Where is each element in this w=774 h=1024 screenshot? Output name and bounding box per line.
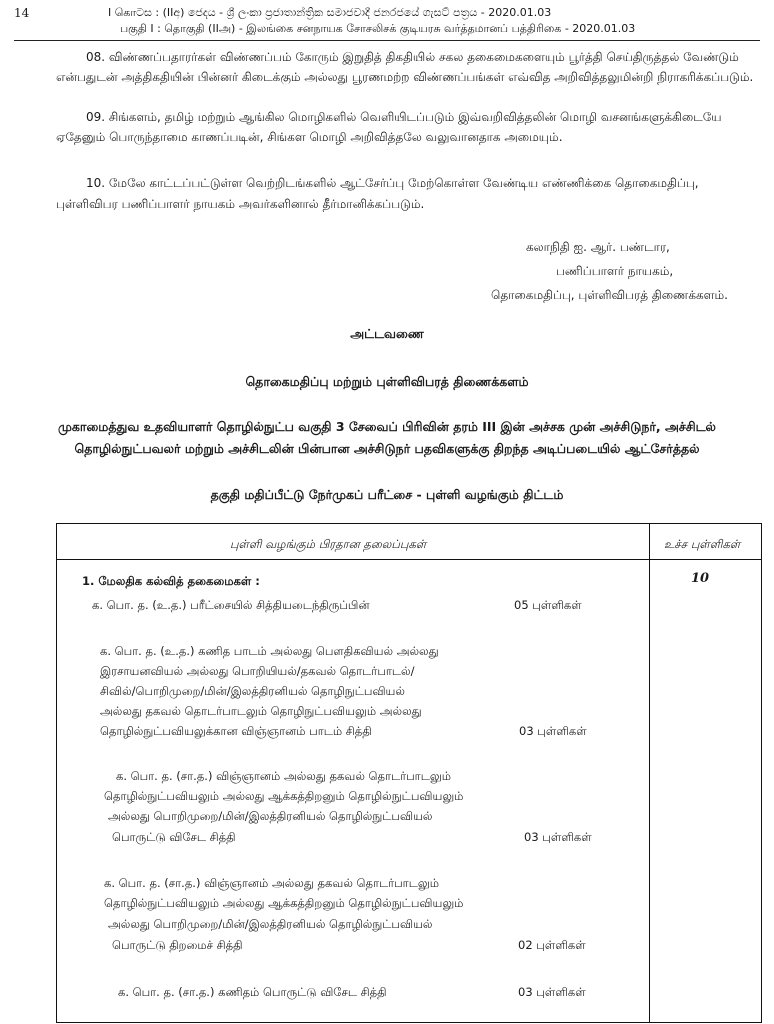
criterion-line: க. பொ. த. (சா.த.) கணிதம் பொருட்டு விசேட சித்தி <box>118 985 387 999</box>
criterion-line: இரசாயனவியல் அல்லது பொறியியல்/தகவல் தொடர்பாடல்/ <box>100 664 415 678</box>
paragraph-10-line1: 10. மேலே காட்டப்பட்டுள்ள வெற்றிடங்களில் ஆட்சேர்ப்பு மேற்கொள்ள வேண்டிய எண்ணிக்கை தொகைமதிப்பு, <box>86 176 699 190</box>
criterion-line: பொருட்டு விசேட சித்தி <box>112 830 236 844</box>
section-title: 1. மேலதிக கல்வித் தகைமைகள் : <box>82 574 260 588</box>
gazette-header-tamil: பகுதி I : தொகுதி (IIஅ) - இலங்கை சனநாயக சோசலிசக் குடியரசு வர்த்தமானப் பத்திரிகை - 2020.01.03 <box>120 22 636 35</box>
page-number: 14 <box>14 6 30 20</box>
column-header-max-marks: உச்ச புள்ளிகள் <box>664 537 741 551</box>
table-column-divider <box>649 523 650 1023</box>
criterion-line: பொருட்டு திறமைச் சித்தி <box>112 938 243 952</box>
paragraph-09-line1: 09. சிங்களம், தமிழ் மற்றும் ஆங்கில மொழிகளில் வெளியிடப்படும் இவ்வறிவித்தலின் மொழி வசனங்களுக்கிடையே <box>86 110 722 124</box>
paragraph-10-line2: புள்ளிவிபர பணிப்பாளர் நாயகம் அவர்களினால் தீர்மானிக்கப்படும். <box>56 197 425 211</box>
signatory-title: பணிப்பாளர் நாயகம், <box>556 264 674 278</box>
schedule-subject-line2: தொழில்நுட்பவலர் மற்றும் அச்சிடலின் பின்பான அச்சிடுநர் பதவிகளுக்கு திறந்த அடிப்படையில் ஆட்சேர்த்தல் <box>74 441 700 456</box>
criterion-points: 03 புள்ளிகள் <box>524 830 592 844</box>
criterion-line: அல்லது தகவல் தொடர்பாடலும் தொழிநுட்பவியலும் அல்லது <box>100 704 422 718</box>
schedule-heading: அட்டவணை <box>350 326 424 341</box>
signatory-name: கலாநிதி ஐ. ஆர். பண்டார, <box>526 240 670 254</box>
criterion-line: க. பொ. த. (உ.த.) கணித பாடம் அல்லது பௌதிகவியல் அல்லது <box>100 644 439 658</box>
criterion-line: க. பொ. த. (சா.த.) விஞ்ஞானம் அல்லது தகவல் தொடர்பாடலும் <box>116 769 451 783</box>
paragraph-08-line1: 08. விண்ணப்பதாரர்கள் விண்ணப்பம் கோரும் இறுதித் திகதியில் சகல தகைமைகளையும் பூர்த்தி செய்திருத்தல் வேண்டும் <box>86 50 739 64</box>
criterion-points: 05 புள்ளிகள் <box>514 598 582 612</box>
section-max-marks: 10 <box>691 571 710 586</box>
criterion-points: 03 புள்ளிகள் <box>518 985 586 999</box>
column-header-criteria: புள்ளி வழங்கும் பிரதான தலைப்புகள் <box>230 537 427 551</box>
schedule-subject-line1: முகாமைத்துவ உதவியாளர் தொழில்நுட்ப வகுதி 3 சேவைப் பிரிவின் தரம் III இன் அச்சக முன் அச்சிடுநர், அச்சிடல் <box>58 419 716 434</box>
criterion-line: க. பொ. த. (உ.த.) பரீட்சையில் சித்தியடைந்திருப்பின் <box>92 598 370 612</box>
paragraph-09-line2: ஏதேனும் பொருந்தாமை காணப்படின், சிங்கள மொழி அறிவித்தலே வலுவானதாக அமையும். <box>56 130 563 144</box>
gazette-header-sinhala: I கொටස : (IIඅ) ජෙදය - ශ්‍රී ලංකා ප්‍රජාතාන්ත්‍රික සමාජවාදී ජනරජයේ ගැසට් පත්‍රය - 2020.01.03 <box>108 6 552 19</box>
criterion-line: அல்லது பொறிமுறை/மின்/இலத்திரனியல் தொழில்நுட்பவியல் <box>108 809 433 823</box>
paragraph-08-line2: என்பதுடன் அத்திகதியின் பின்னர் கிடைக்கும் அல்லது பூரணமற்ற விண்ணப்பங்கள் எவ்வித அறிவித்தலுமின்றி நிராகரிக்கப்படும். <box>56 70 754 84</box>
criterion-line: தொழில்நுட்பவியலும் அல்லது ஆக்கத்திறனும் தொழில்நுட்பவியலும் <box>104 896 464 910</box>
header-divider <box>14 40 760 41</box>
table-header-divider <box>56 559 762 560</box>
criterion-line: தொழில்நுட்பவியலுக்கான விஞ்ஞானம் பாடம் சித்தி <box>100 724 372 738</box>
marking-scheme-title: தகுதி மதிப்பீட்டு நேர்முகப் பரீட்சை - புள்ளி வழங்கும் திட்டம் <box>210 487 564 502</box>
criterion-line: சிவில்/பொறிமுறை/மின்/இலத்திரனியல் தொழிநுட்பவியல் <box>100 684 405 698</box>
criterion-line: தொழில்நுட்பவியலும் அல்லது ஆக்கத்திறனும் தொழில்நுட்பவியலும் <box>104 789 464 803</box>
signatory-department: தொகைமதிப்பு, புள்ளிவிபரத் திணைக்களம். <box>491 288 728 302</box>
criterion-line: க. பொ. த. (சா.த.) விஞ்ஞானம் அல்லது தகவல் தொடர்பாடலும் <box>104 876 439 890</box>
criterion-points: 02 புள்ளிகள் <box>518 938 586 952</box>
criterion-points: 03 புள்ளிகள் <box>519 724 587 738</box>
criterion-line: அல்லது பொறிமுறை/மின்/இலத்திரனியல் தொழில்நுட்பவியல் <box>108 917 433 931</box>
schedule-department: தொகைமதிப்பு மற்றும் புள்ளிவிபரத் திணைக்களம் <box>245 374 529 389</box>
